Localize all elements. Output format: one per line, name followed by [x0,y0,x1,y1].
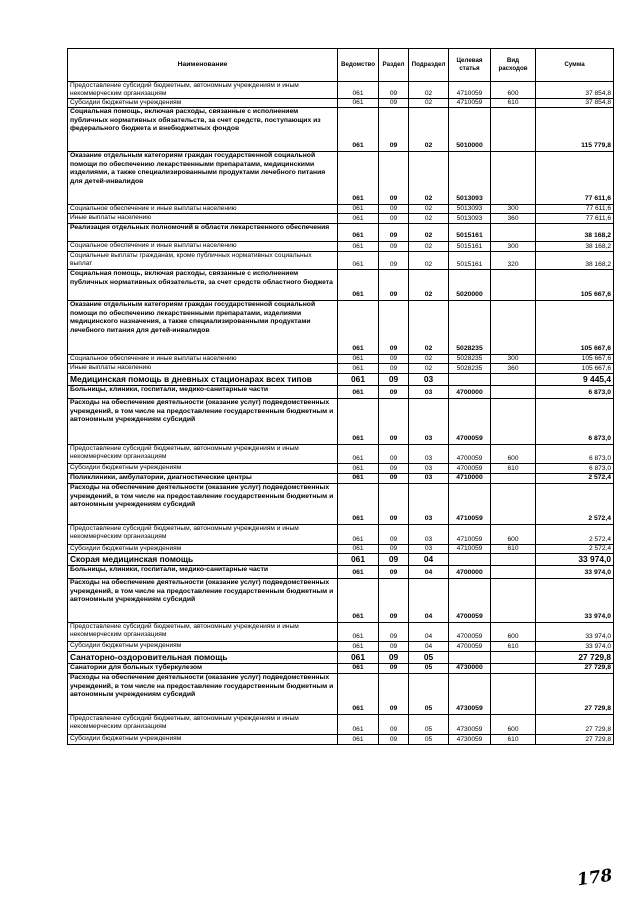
cell-podrazdel: 03 [409,399,449,445]
cell-podrazdel: 02 [409,270,449,301]
cell-expense-type: 600 [491,525,536,545]
cell-target-article: 4730000 [449,664,491,674]
cell-sum: 105 667,6 [536,355,614,364]
cell-vedomstvo: 061 [338,224,379,242]
cell-razdel: 09 [379,464,409,474]
cell-razdel: 09 [379,205,409,214]
table-row [68,270,614,301]
cell-razdel: 09 [379,642,409,652]
cell-podrazdel: 05 [409,674,449,715]
cell-sum: 33 974,0 [536,623,614,642]
cell-name: Социальные выплаты гражданам, кроме публичных нормативных социальных выплат [68,252,338,270]
cell-sum: 27 729,8 [536,664,614,674]
table-row [68,152,614,205]
cell-podrazdel: 04 [409,579,449,623]
table-row [68,355,614,364]
cell-expense-type: 610 [491,99,536,108]
cell-vedomstvo: 061 [338,82,379,99]
cell-sum: 38 168,2 [536,224,614,242]
table-body [68,82,614,745]
cell-podrazdel: 04 [409,566,449,579]
cell-name: Субсидии бюджетным учреждениям [68,545,338,554]
cell-expense-type: 600 [491,82,536,99]
cell-name: Реализация отдельных полномочий в области лекарственного обеспечения [68,224,338,242]
cell-razdel: 09 [379,525,409,545]
cell-expense-type [491,386,536,399]
cell-target-article: 4710059 [449,484,491,525]
cell-expense-type: 600 [491,715,536,735]
cell-target-article: 5015161 [449,242,491,252]
cell-expense-type: 610 [491,464,536,474]
cell-target-article: 4710059 [449,525,491,545]
cell-target-article: 4730059 [449,715,491,735]
table-row [68,224,614,242]
cell-target-article: 5020000 [449,270,491,301]
table-row [68,99,614,108]
cell-target-article: 5028235 [449,364,491,374]
cell-sum: 2 572,4 [536,545,614,554]
cell-sum: 77 611,6 [536,152,614,205]
cell-sum: 2 572,4 [536,474,614,484]
cell-target-article: 4710059 [449,545,491,554]
header-expense-type: Вид расходов [491,49,536,82]
cell-expense-type: 360 [491,364,536,374]
cell-podrazdel: 03 [409,545,449,554]
cell-expense-type: 600 [491,445,536,464]
header-sum: Сумма [536,49,614,82]
cell-name: Предоставление субсидий бюджетным, автономным учреждениям и иным некоммерческим организациям [68,445,338,464]
cell-expense-type: 610 [491,735,536,745]
cell-vedomstvo: 061 [338,464,379,474]
cell-target-article: 4700000 [449,566,491,579]
cell-target-article: 4730059 [449,674,491,715]
cell-vedomstvo: 061 [338,399,379,445]
table-row [68,301,614,355]
cell-name: Предоставление субсидий бюджетным, автономным учреждениям и иным некоммерческим организациям [68,82,338,99]
cell-expense-type [491,399,536,445]
cell-expense-type [491,374,536,386]
cell-expense-type [491,664,536,674]
cell-vedomstvo: 061 [338,554,379,566]
table-row [68,374,614,386]
cell-expense-type: 610 [491,642,536,652]
table-row [68,464,614,474]
cell-razdel: 09 [379,554,409,566]
cell-podrazdel: 05 [409,735,449,745]
cell-target-article: 5028235 [449,355,491,364]
cell-razdel: 09 [379,715,409,735]
cell-podrazdel: 02 [409,108,449,152]
cell-vedomstvo: 061 [338,545,379,554]
cell-name: Санатории для больных туберкулезом [68,664,338,674]
table-row [68,399,614,445]
cell-target-article: 4710059 [449,99,491,108]
cell-name: Иные выплаты населению [68,364,338,374]
cell-sum: 6 873,0 [536,445,614,464]
cell-expense-type [491,270,536,301]
cell-sum: 2 572,4 [536,484,614,525]
cell-podrazdel: 03 [409,374,449,386]
cell-sum: 27 729,8 [536,715,614,735]
cell-podrazdel: 02 [409,82,449,99]
cell-razdel: 09 [379,652,409,664]
cell-expense-type [491,108,536,152]
cell-name: Социальная помощь, включая расходы, связанные с исполнением публичных нормативных обязательств, за счет средств, поступающих из федерального бюджета и внебюджетных фондов [68,108,338,152]
table-row [68,579,614,623]
cell-target-article: 4710059 [449,82,491,99]
cell-razdel: 09 [379,374,409,386]
cell-podrazdel: 03 [409,386,449,399]
table-row [68,652,614,664]
cell-podrazdel: 05 [409,664,449,674]
cell-vedomstvo: 061 [338,301,379,355]
cell-podrazdel: 02 [409,355,449,364]
cell-razdel: 09 [379,214,409,224]
header-vedomstvo: Ведомство [338,49,379,82]
cell-razdel: 09 [379,355,409,364]
cell-vedomstvo: 061 [338,484,379,525]
cell-sum: 6 873,0 [536,464,614,474]
cell-target-article: 4700059 [449,399,491,445]
cell-vedomstvo: 061 [338,152,379,205]
cell-name: Субсидии бюджетным учреждениям [68,99,338,108]
cell-target-article: 5013093 [449,152,491,205]
cell-sum: 27 729,8 [536,652,614,664]
cell-razdel: 09 [379,242,409,252]
cell-name: Предоставление субсидий бюджетным, автономным учреждениям и иным некоммерческим организациям [68,715,338,735]
cell-expense-type [491,474,536,484]
cell-podrazdel: 02 [409,301,449,355]
cell-podrazdel: 02 [409,205,449,214]
cell-sum: 6 873,0 [536,386,614,399]
cell-expense-type [491,152,536,205]
cell-sum: 33 974,0 [536,566,614,579]
cell-sum: 77 611,6 [536,214,614,224]
cell-razdel: 09 [379,579,409,623]
cell-target-article: 4700059 [449,623,491,642]
cell-name: Субсидии бюджетным учреждениям [68,642,338,652]
cell-sum: 38 168,2 [536,242,614,252]
cell-razdel: 09 [379,484,409,525]
header-razdel: Раздел [379,49,409,82]
table-row [68,252,614,270]
cell-expense-type [491,224,536,242]
cell-sum: 9 445,4 [536,374,614,386]
cell-vedomstvo: 061 [338,474,379,484]
cell-sum: 77 611,6 [536,205,614,214]
cell-razdel: 09 [379,82,409,99]
cell-podrazdel: 04 [409,623,449,642]
header-target-article: Целевая статья [449,49,491,82]
cell-vedomstvo: 061 [338,355,379,364]
cell-expense-type: 300 [491,205,536,214]
cell-expense-type: 300 [491,355,536,364]
cell-expense-type: 360 [491,214,536,224]
cell-razdel: 09 [379,270,409,301]
cell-expense-type [491,484,536,525]
cell-razdel: 09 [379,735,409,745]
budget-table-sheet [67,48,613,745]
cell-name: Предоставление субсидий бюджетным, автономным учреждениям и иным некоммерческим организациям [68,623,338,642]
cell-vedomstvo: 061 [338,623,379,642]
table-row [68,664,614,674]
cell-expense-type: 320 [491,252,536,270]
cell-expense-type: 300 [491,242,536,252]
cell-vedomstvo: 061 [338,566,379,579]
cell-target-article [449,374,491,386]
cell-sum: 37 854,8 [536,82,614,99]
cell-razdel: 09 [379,364,409,374]
header-podrazdel: Подраздел [409,49,449,82]
cell-podrazdel: 03 [409,484,449,525]
cell-name: Расходы на обеспечение деятельности (оказание услуг) подведомственных учреждений, в том числе на предоставление государственным бюджетным и автономным учреждениям субсидий [68,579,338,623]
cell-sum: 105 667,6 [536,301,614,355]
cell-name: Предоставление субсидий бюджетным, автономным учреждениям и иным некоммерческим организациям [68,525,338,545]
cell-name: Расходы на обеспечение деятельности (оказание услуг) подведомственных учреждений, в том числе на предоставление государственным бюджетным и автономным учреждениям субсидий [68,399,338,445]
cell-sum: 6 873,0 [536,399,614,445]
cell-sum: 115 779,8 [536,108,614,152]
cell-vedomstvo: 061 [338,664,379,674]
cell-target-article: 5028235 [449,301,491,355]
table-row [68,474,614,484]
cell-razdel: 09 [379,224,409,242]
cell-target-article: 4700059 [449,642,491,652]
cell-target-article: 4700059 [449,464,491,474]
cell-razdel: 09 [379,99,409,108]
cell-target-article: 4700059 [449,445,491,464]
cell-vedomstvo: 061 [338,99,379,108]
table-row [68,735,614,745]
cell-target-article: 5013093 [449,214,491,224]
budget-table [67,48,614,745]
cell-podrazdel: 03 [409,445,449,464]
cell-vedomstvo: 061 [338,715,379,735]
cell-podrazdel: 03 [409,474,449,484]
cell-vedomstvo: 061 [338,652,379,664]
cell-razdel: 09 [379,152,409,205]
cell-name: Субсидии бюджетным учреждениям [68,735,338,745]
cell-expense-type [491,566,536,579]
cell-podrazdel: 02 [409,152,449,205]
cell-vedomstvo: 061 [338,270,379,301]
table-row [68,554,614,566]
cell-sum: 33 974,0 [536,642,614,652]
cell-razdel: 09 [379,301,409,355]
table-row [68,642,614,652]
cell-podrazdel: 02 [409,224,449,242]
cell-name: Больницы, клиники, госпитали, медико-санитарные части [68,386,338,399]
table-row [68,484,614,525]
cell-podrazdel: 02 [409,214,449,224]
table-row [68,545,614,554]
cell-vedomstvo: 061 [338,364,379,374]
cell-razdel: 09 [379,674,409,715]
cell-podrazdel: 04 [409,642,449,652]
cell-target-article [449,652,491,664]
cell-expense-type [491,301,536,355]
cell-target-article: 4730059 [449,735,491,745]
cell-target-article: 5013093 [449,205,491,214]
table-row [68,386,614,399]
cell-podrazdel: 04 [409,554,449,566]
cell-expense-type [491,579,536,623]
cell-vedomstvo: 061 [338,205,379,214]
cell-vedomstvo: 061 [338,735,379,745]
cell-vedomstvo: 061 [338,642,379,652]
cell-vedomstvo: 061 [338,674,379,715]
cell-vedomstvo: 061 [338,386,379,399]
cell-target-article [449,554,491,566]
cell-podrazdel: 05 [409,715,449,735]
table-row [68,364,614,374]
table-row [68,715,614,735]
cell-name: Социальное обеспечение и иные выплаты населению [68,355,338,364]
cell-podrazdel: 02 [409,252,449,270]
cell-target-article: 4700059 [449,579,491,623]
cell-name: Скорая медицинская помощь [68,554,338,566]
cell-razdel: 09 [379,664,409,674]
cell-name: Расходы на обеспечение деятельности (оказание услуг) подведомственных учреждений, в том числе на предоставление государственным бюджетным и автономным учреждениям субсидий [68,484,338,525]
cell-razdel: 09 [379,108,409,152]
cell-name: Поликлиники, амбулатории, диагностические центры [68,474,338,484]
cell-expense-type [491,652,536,664]
cell-name: Оказание отдельным категориям граждан государственной социальной помощи по обеспечению лекарственными препаратами, изделиями медицинского назначения, а также специализированными продуктами лечебного питания для детей-инвалидов [68,301,338,355]
cell-vedomstvo: 061 [338,214,379,224]
cell-sum: 33 974,0 [536,579,614,623]
table-row [68,82,614,99]
table-row [68,108,614,152]
table-row [68,445,614,464]
cell-expense-type: 610 [491,545,536,554]
cell-podrazdel: 05 [409,652,449,664]
cell-name: Санаторно-оздоровительная помощь [68,652,338,664]
cell-vedomstvo: 061 [338,108,379,152]
cell-vedomstvo: 061 [338,525,379,545]
cell-sum: 33 974,0 [536,554,614,566]
cell-podrazdel: 03 [409,464,449,474]
cell-target-article: 5015161 [449,252,491,270]
cell-name: Иные выплаты населению [68,214,338,224]
cell-target-article: 4710000 [449,474,491,484]
cell-vedomstvo: 061 [338,252,379,270]
cell-name: Социальное обеспечение и иные выплаты населению [68,205,338,214]
cell-sum: 27 729,8 [536,674,614,715]
table-header-row [68,49,614,82]
cell-expense-type [491,674,536,715]
cell-target-article: 4700000 [449,386,491,399]
page-number: 178 [575,865,614,891]
cell-sum: 105 667,6 [536,364,614,374]
cell-razdel: 09 [379,252,409,270]
cell-vedomstvo: 061 [338,374,379,386]
cell-razdel: 09 [379,623,409,642]
cell-vedomstvo: 061 [338,242,379,252]
cell-razdel: 09 [379,386,409,399]
cell-name: Расходы на обеспечение деятельности (оказание услуг) подведомственных учреждений, в том числе на предоставление государственным бюджетным и автономным учреждениям субсидий [68,674,338,715]
cell-name: Субсидии бюджетным учреждениям [68,464,338,474]
cell-sum: 37 854,8 [536,99,614,108]
cell-name: Социальное обеспечение и иные выплаты населению [68,242,338,252]
cell-sum: 27 729,8 [536,735,614,745]
table-row [68,566,614,579]
cell-podrazdel: 02 [409,99,449,108]
cell-vedomstvo: 061 [338,445,379,464]
cell-podrazdel: 02 [409,364,449,374]
cell-target-article: 5015161 [449,224,491,242]
cell-name: Медицинская помощь в дневных стационарах всех типов [68,374,338,386]
cell-sum: 38 168,2 [536,252,614,270]
cell-razdel: 09 [379,474,409,484]
cell-razdel: 09 [379,399,409,445]
cell-expense-type [491,554,536,566]
cell-expense-type: 600 [491,623,536,642]
cell-razdel: 09 [379,566,409,579]
table-row [68,525,614,545]
table-row [68,623,614,642]
cell-name: Социальная помощь, включая расходы, связанные с исполнением публичных нормативных обязательств, за счет средств областного бюджета [68,270,338,301]
cell-sum: 105 667,6 [536,270,614,301]
header-name: Наименование [68,49,338,82]
table-row [68,214,614,224]
cell-name: Больницы, клиники, госпитали, медико-санитарные части [68,566,338,579]
cell-sum: 2 572,4 [536,525,614,545]
cell-name: Оказание отдельным категориям граждан государственной социальной помощи по обеспечению лекарственными препаратами, медицинскими изделиями, а также специализированными продуктами лечебного питания для детей-инвалидов [68,152,338,205]
cell-podrazdel: 02 [409,242,449,252]
table-row [68,242,614,252]
cell-vedomstvo: 061 [338,579,379,623]
cell-target-article: 5010000 [449,108,491,152]
cell-razdel: 09 [379,445,409,464]
table-row [68,674,614,715]
cell-razdel: 09 [379,545,409,554]
table-row [68,205,614,214]
cell-podrazdel: 03 [409,525,449,545]
